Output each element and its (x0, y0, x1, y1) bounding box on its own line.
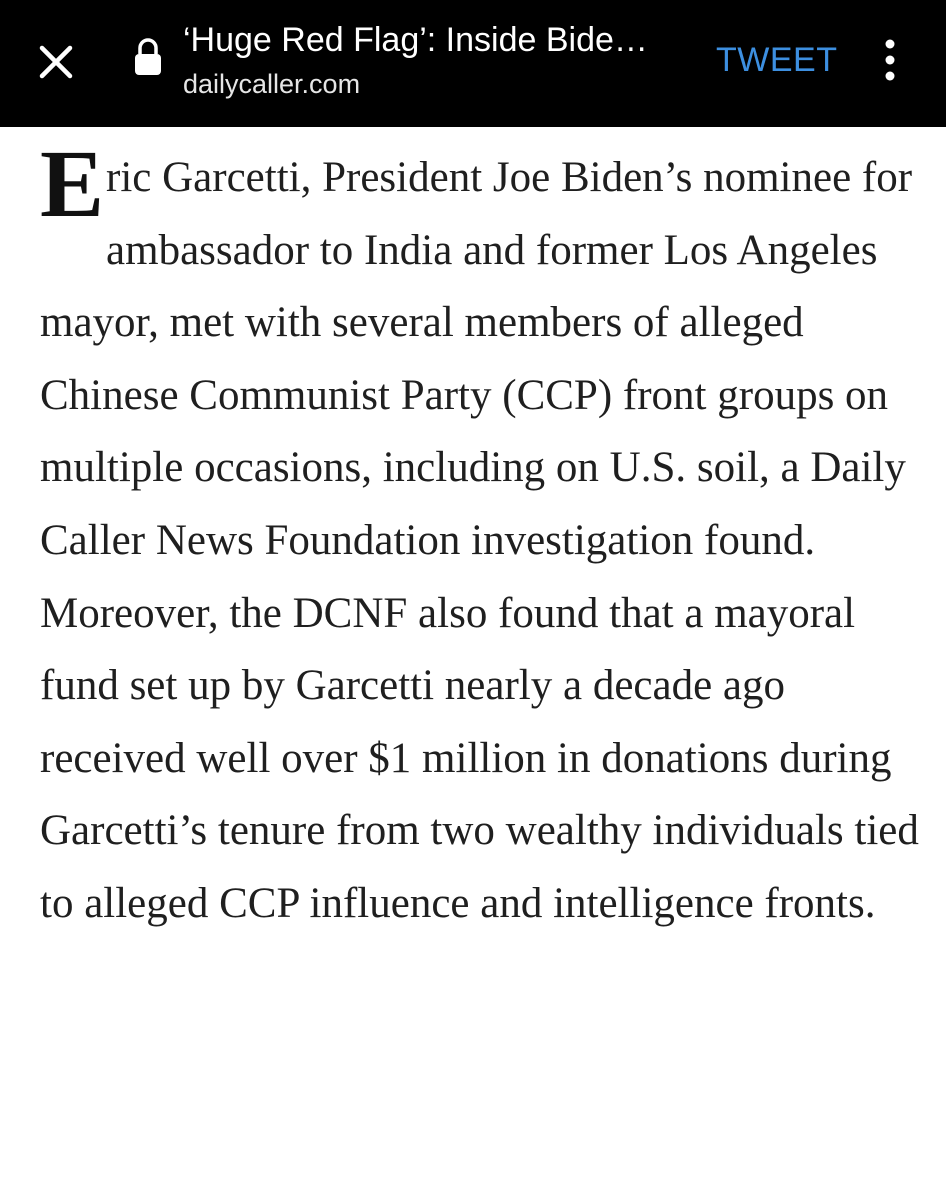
browser-toolbar (0, 0, 946, 127)
article-body (40, 130, 920, 941)
page-info[interactable] (183, 18, 693, 102)
tweet-button[interactable]: TWEET (716, 41, 838, 79)
page-title: ‘Huge Red Flag’: Inside Bide… (183, 21, 648, 59)
page-url: dailycaller.com (183, 69, 361, 99)
more-vertical-icon[interactable] (872, 36, 908, 84)
lock-icon (132, 37, 164, 77)
close-icon (38, 44, 74, 80)
article-paragraph (40, 130, 920, 941)
drop-cap: E (40, 130, 105, 237)
article-text: ric Garcetti, President Joe Biden’s nominee for ambassador to India and former Los Angeles mayor, met with several members of alleged Chinese Communist Party (CCP) front groups on multiple occasions, including on U.S. soil, a Daily Caller News Foundation investigation found. Moreover, the DCNF also found that a mayoral fund set up by Garcetti nearly a decade ago received well over $1 million in donations during Garcetti’s tenure from two wealthy individuals tied to alleged CCP influence and intelligence fronts. (40, 154, 919, 927)
close-button[interactable] (24, 30, 88, 94)
